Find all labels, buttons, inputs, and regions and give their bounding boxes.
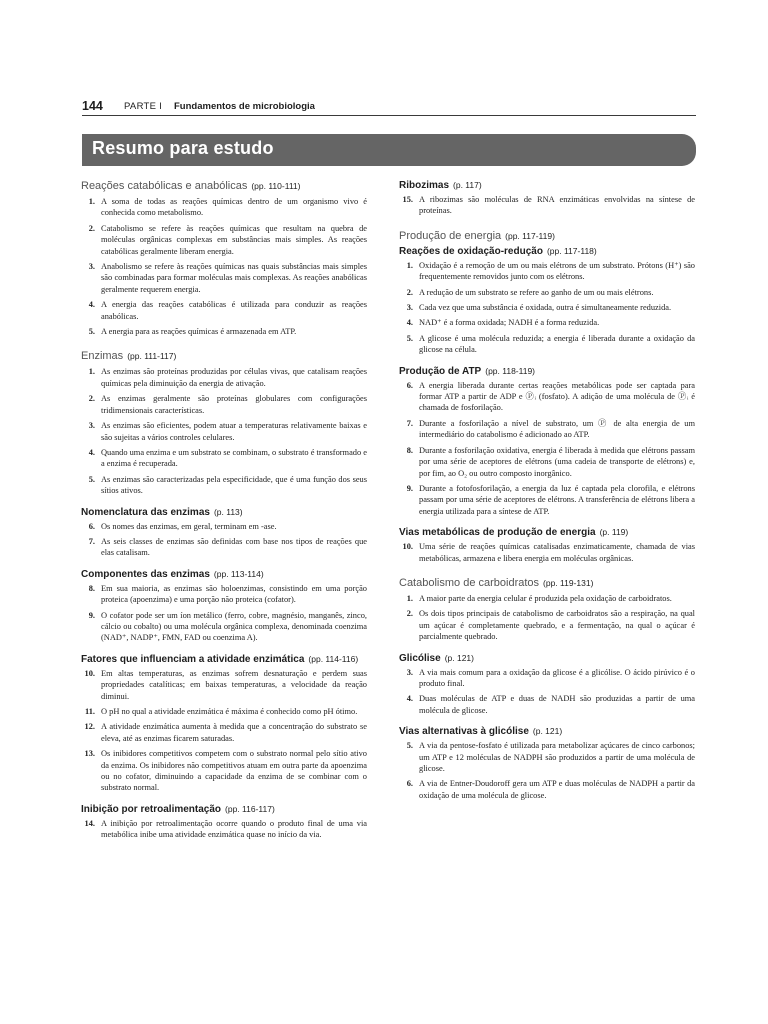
section-heading	[399, 652, 695, 665]
item-text: A via da pentose-fosfato é utilizada para metabolizar açúcares de cinco carbonos; um ATP e 12 moléculas de NADPH são produzidos a partir de uma molécula de glicose.	[419, 741, 695, 773]
item-number: 2.	[406, 609, 413, 619]
item-number: 6.	[406, 779, 413, 789]
summary-item	[399, 418, 695, 441]
page-reference: (p. 117)	[453, 180, 482, 190]
page-reference: (pp. 117-119)	[505, 230, 555, 241]
item-number: 10.	[402, 542, 413, 552]
item-number: 1.	[88, 197, 95, 206]
item-text: A redução de um substrato se refere ao ganho de um ou mais elétrons.	[419, 287, 654, 297]
summary-item	[81, 420, 367, 443]
section-heading	[399, 245, 695, 258]
summary-item	[81, 393, 367, 416]
item-text: Os inibidores competitivos competem com o substrato normal pelo sítio ativo da enzima. Os inibidores não competitivos atuam em outra parte da apoenzima ou no cofator, diminuindo a capacidade da enzima de se combinar com o substrato normal.	[101, 749, 367, 793]
summary-item	[399, 287, 695, 298]
item-number: 8.	[88, 583, 95, 593]
banner-title: Resumo para estudo	[92, 138, 274, 158]
summary-item	[399, 302, 695, 313]
page-reference: (pp. 117-118)	[546, 245, 597, 256]
item-number: 13.	[84, 749, 95, 759]
left-column	[81, 179, 367, 850]
summary-section	[81, 349, 367, 496]
item-number: 3.	[88, 262, 95, 272]
summary-item	[399, 445, 695, 479]
summary-section	[399, 229, 695, 243]
item-text: A via mais comum para a oxidação da glicose é a glicólise. O ácido pirúvico é o produto final.	[419, 667, 695, 688]
page-reference: (p. 119)	[599, 527, 629, 538]
summary-section	[399, 526, 695, 564]
item-number: 5.	[88, 327, 95, 337]
page-reference: (pp. 114-116)	[308, 653, 359, 664]
item-text: O pH no qual a atividade enzimática é máxima é conhecido como pH ótimo.	[101, 707, 358, 716]
item-number: 3.	[406, 303, 413, 313]
item-text: A energia das reações catabólicas é utilizada para conduzir as reações anabólicas.	[101, 300, 367, 321]
item-text: A maior parte da energia celular é produzida pela oxidação de carboidratos.	[419, 593, 672, 603]
section-heading	[399, 229, 695, 243]
item-text: A atividade enzimática aumenta à medida que a concentração do substrato se eleva, até as enzimas ficarem saturadas.	[101, 722, 367, 743]
section-heading	[81, 653, 367, 666]
page-reference: (p. 121)	[444, 652, 474, 663]
page-reference: (p. 121)	[532, 726, 563, 737]
item-number: 7.	[406, 418, 413, 428]
page-reference: (pp. 119-131)	[543, 577, 594, 588]
item-number: 9.	[406, 483, 413, 493]
item-number: 4.	[88, 447, 95, 457]
item-number: 15.	[402, 195, 413, 204]
page-reference: (p. 113)	[213, 506, 243, 517]
item-text: Durante a fotofosforilação, a energia da luz é captada pela clorofila, e elétrons passam por uma série de aceptores de elétrons. A transferência de elétrons libera a energia utilizada para a síntese de ATP.	[419, 483, 695, 516]
item-number: 1.	[406, 593, 413, 603]
summary-item	[81, 706, 367, 717]
summary-section	[81, 568, 367, 644]
page-reference: (pp. 111-117)	[127, 351, 177, 362]
item-text: A inibição por retroalimentação ocorre quando o produto final de uma via metabólica inibe uma atividade enzimática quase no início da via.	[101, 818, 367, 840]
summary-item	[399, 778, 695, 801]
heading-text: Ribozimas	[399, 180, 450, 191]
summary-item	[399, 260, 695, 283]
item-number: 6.	[88, 521, 95, 531]
item-number: 3.	[406, 667, 413, 677]
item-number: 8.	[406, 445, 413, 455]
section-heading	[81, 568, 367, 581]
page-reference: (pp. 110-111)	[251, 181, 301, 191]
heading-text: Fatores que influenciam a atividade enzimática	[81, 653, 305, 665]
chapter-title: Fundamentos de microbiologia	[174, 101, 315, 112]
page-reference: (pp. 118-119)	[485, 365, 536, 376]
item-number: 2.	[88, 223, 95, 233]
summary-section	[399, 576, 695, 643]
item-number: 14.	[84, 818, 95, 828]
summary-section	[81, 179, 367, 337]
section-heading	[399, 365, 695, 378]
item-number: 5.	[88, 474, 95, 484]
section-heading	[399, 576, 695, 590]
summary-item	[81, 536, 367, 559]
page-number: 144	[82, 99, 103, 113]
summary-item	[399, 593, 695, 604]
item-text: Os dois tipos principais de catabolismo de carboidratos são a respiração, na qual um açúcar é completamente quebrado, e a fermentação, na qual o açúcar é parcialmente quebrado.	[419, 609, 695, 642]
summary-item	[81, 721, 367, 744]
summary-item	[81, 326, 367, 337]
summary-item	[81, 447, 367, 470]
item-text: Cada vez que uma substância é oxidada, outra é simultaneamente reduzida.	[419, 303, 672, 313]
summary-banner	[82, 134, 696, 166]
item-text: A glicose é uma molécula reduzida; a energia é liberada durante a oxidação da glicose na célula.	[419, 333, 695, 355]
item-number: 5.	[406, 741, 413, 751]
item-number: 2.	[88, 394, 95, 404]
item-text: NAD⁺ é a forma oxidada; NADH é a forma reduzida.	[419, 318, 600, 328]
item-text: Os nomes das enzimas, em geral, terminam em -ase.	[101, 521, 277, 531]
item-number: 4.	[88, 300, 95, 310]
summary-section	[399, 652, 695, 717]
item-text: As enzimas são eficientes, podem atuar a temperaturas relativamente baixas e são sujeitas a vários controles celulares.	[101, 421, 367, 442]
item-text: Catabolismo se refere às reações químicas que resultam na quebra de moléculas orgânicas complexas em substâncias mais simples. As reações catabólicas geralmente liberam energia.	[101, 223, 367, 256]
summary-item	[399, 541, 695, 564]
summary-item	[399, 194, 695, 217]
summary-item	[81, 818, 367, 841]
heading-text: Enzimas	[81, 350, 124, 363]
part-label: PARTE I	[124, 101, 163, 112]
summary-item	[81, 668, 367, 702]
running-head	[82, 99, 696, 116]
page-reference: (pp. 116-117)	[225, 803, 275, 814]
heading-text: Inibição por retroalimentação	[81, 803, 222, 815]
heading-text: Glicólise	[399, 652, 441, 664]
summary-item	[399, 693, 695, 716]
page-reference: (pp. 113-114)	[213, 568, 264, 579]
summary-item	[81, 366, 367, 389]
item-text: A ribozimas são moléculas de RNA enzimáticas envolvidas na síntese de proteínas.	[419, 195, 695, 216]
item-text: A via de Entner-Doudoroff gera um ATP e duas moléculas de NADPH a partir da oxidação de uma molécula de glicose.	[419, 779, 695, 800]
item-text: Em altas temperaturas, as enzimas sofrem desnaturação e perdem suas propriedades catalíticas; em baixas temperaturas, a velocidade da reação diminui.	[101, 668, 367, 701]
summary-section	[81, 506, 367, 559]
item-text: Em sua maioria, as enzimas são holoenzimas, consistindo em uma porção proteica (apoenzima) e uma porção não proteica (cofator).	[101, 583, 367, 605]
summary-item	[399, 608, 695, 642]
summary-item	[81, 610, 367, 644]
item-text: As enzimas são proteínas produzidas por células vivas, que catalisam reações químicas pela diminuição da energia de ativação.	[101, 367, 367, 388]
item-number: 11.	[84, 707, 95, 716]
item-number: 2.	[406, 287, 413, 297]
item-text: Duas moléculas de ATP e duas de NADH são produzidas a partir de uma molécula de glicose.	[419, 694, 695, 715]
right-column	[399, 179, 695, 810]
item-text: As enzimas são caracterizadas pela especificidade, que é uma função dos seus sítios ativos.	[101, 474, 367, 496]
item-number: 5.	[406, 333, 413, 343]
item-text: A energia para as reações químicas é armazenada em ATP.	[101, 327, 297, 337]
heading-text: Reações de oxidação-redução	[399, 245, 543, 257]
item-text: A soma de todas as reações químicas dentro de um organismo vivo é conhecida como metabolismo.	[101, 197, 367, 218]
item-text: Uma série de reações químicas catalisadas enzimaticamente, chamada de vias metabólicas, armazena e libera energia em moléculas orgânicas.	[419, 542, 695, 563]
summary-item	[399, 740, 695, 774]
item-number: 12.	[84, 722, 95, 732]
summary-item	[399, 380, 695, 414]
heading-text: Catabolismo de carboidratos	[399, 576, 540, 589]
summary-item	[81, 223, 367, 257]
heading-text: Produção de ATP	[399, 365, 482, 377]
heading-text: Produção de energia	[399, 229, 502, 242]
section-heading	[81, 506, 367, 519]
item-text: Anabolismo se refere às reações químicas nas quais substâncias mais simples são combinadas para formar moléculas mais complexas. As reações anabólicas geralmente requerem energia.	[101, 262, 367, 294]
section-heading	[399, 725, 695, 738]
item-number: 1.	[406, 260, 413, 270]
item-number: 6.	[406, 380, 413, 390]
item-text: As enzimas geralmente são proteínas globulares com configurações tridimensionais características.	[101, 394, 367, 415]
item-number: 4.	[406, 694, 413, 704]
item-text: Oxidação é a remoção de um ou mais elétrons de um substrato. Prótons (H⁺) são frequentemente removidos junto com os elétrons.	[419, 260, 695, 282]
summary-section	[399, 179, 695, 217]
summary-item	[81, 474, 367, 497]
section-heading	[399, 179, 695, 192]
item-number: 7.	[88, 536, 95, 546]
heading-text: Nomenclatura das enzimas	[81, 506, 210, 518]
summary-item	[81, 521, 367, 532]
item-text: Durante a fosforilação oxidativa, energia é liberada à medida que elétrons passam por uma série de aceptores de elétrons (uma cadeia de transporte de elétrons) e, por fim, ao O₂ ou outro composto inorgânico.	[419, 445, 695, 478]
heading-text: Vias metabólicas de produção de energia	[399, 527, 596, 539]
item-text: A energia liberada durante certas reações metabólicas pode ser captada para formar ATP a partir de ADP e Ⓟᵢ (fosfato). A adição de uma molécula de Ⓟᵢ é chamada de fosforilação.	[419, 380, 695, 413]
summary-item	[81, 261, 367, 295]
section-heading	[81, 349, 367, 363]
section-heading	[81, 803, 367, 816]
heading-text: Vias alternativas à glicólise	[399, 726, 529, 738]
item-number: 9.	[88, 610, 95, 620]
summary-section	[399, 365, 695, 517]
summary-section	[399, 245, 695, 356]
summary-item	[81, 299, 367, 322]
section-heading	[399, 526, 695, 539]
summary-item	[81, 583, 367, 606]
section-heading	[81, 179, 367, 193]
summary-item	[399, 317, 695, 328]
item-number: 4.	[406, 318, 413, 328]
summary-item	[399, 333, 695, 356]
item-text: As seis classes de enzimas são definidas com base nos tipos de reações que elas catalisam.	[101, 536, 367, 558]
summary-section	[399, 725, 695, 801]
item-number: 10.	[84, 668, 95, 678]
item-number: 1.	[88, 367, 95, 377]
item-text: O cofator pode ser um íon metálico (ferro, cobre, magnésio, manganês, zinco, cálcio ou cobalto) ou uma molécula orgânica complexa, denominada coenzima (NAD⁺, NADP⁺, FMN, FAD ou coenzima A).	[101, 610, 367, 643]
summary-item	[399, 667, 695, 690]
item-text: Quando uma enzima e um substrato se combinam, o substrato é transformado e a enzima é recuperada.	[101, 447, 367, 469]
heading-text: Reações catabólicas e anabólicas	[81, 180, 248, 192]
summary-section	[81, 803, 367, 841]
summary-section	[81, 653, 367, 794]
item-text: Durante a fosforilação a nível de substrato, um Ⓟ de alta energia de um intermediário do catabolismo é adicionado ao ATP.	[419, 418, 695, 440]
summary-item	[399, 483, 695, 517]
heading-text: Componentes das enzimas	[81, 568, 210, 580]
summary-item	[81, 196, 367, 219]
item-number: 3.	[88, 421, 95, 431]
summary-item	[81, 748, 367, 794]
